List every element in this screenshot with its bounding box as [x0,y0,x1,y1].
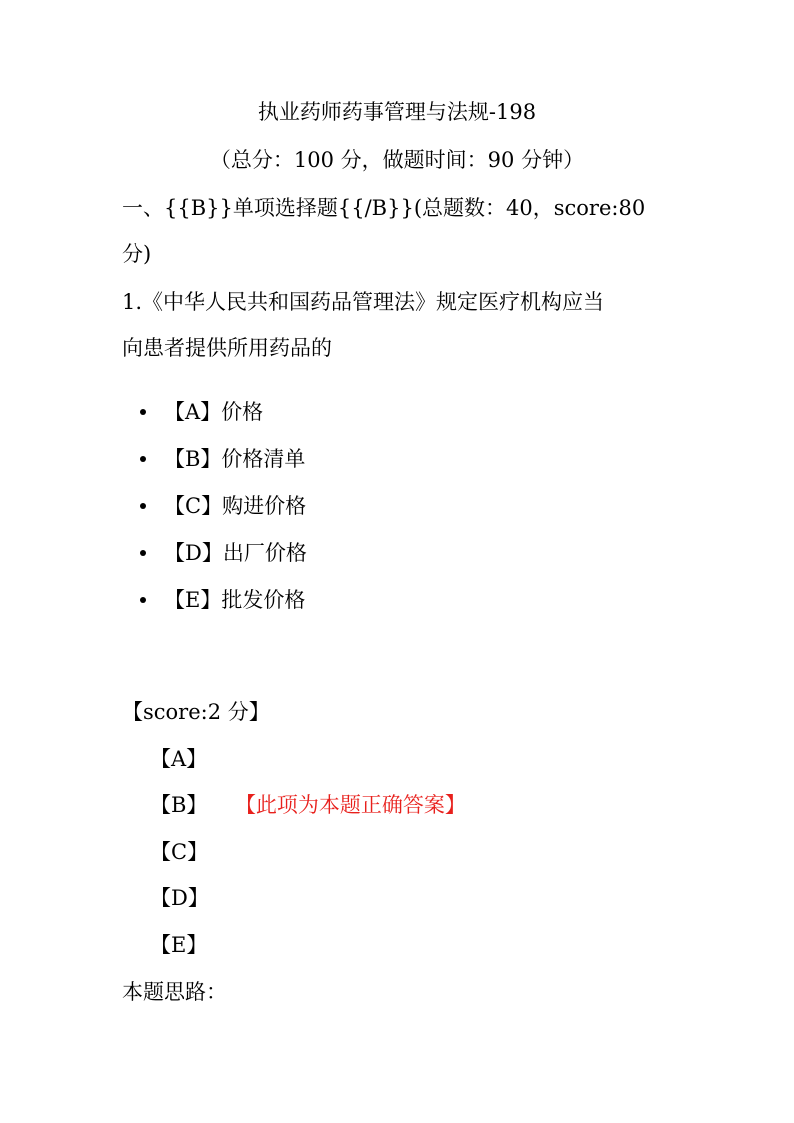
option-label: 【D】出厂价格 [164,541,307,565]
section-heading-line1: 一、{{B}}单项选择题{{/B}}(总题数：40，score:80 [122,196,646,220]
correct-answer-note: 【此项为本题正确答案】 [245,793,466,817]
option-e [140,585,305,615]
exam-subtitle: （总分：100 分，做题时间：90 分钟） [209,148,585,172]
option-label: 【E】批发价格 [164,588,306,612]
answer-e: 【E】 [150,933,208,957]
bullet-icon [140,597,146,603]
bullet-icon [140,550,146,556]
option-label: 【B】价格清单 [164,447,306,471]
section-heading-line2: 分) [122,242,152,266]
score-label: 【score:2 分】 [122,700,270,724]
exam-title: 执业药师药事管理与法规-198 [257,100,537,124]
bullet-icon [140,409,146,415]
answer-label: 【B】 [150,793,208,817]
option-label: 【C】购进价格 [164,494,307,518]
option-label: 【A】价格 [164,400,264,424]
option-b [140,444,305,474]
analysis-label: 本题思路： [122,980,227,1004]
answer-a: 【A】 [150,747,208,771]
option-a [140,397,263,427]
bullet-icon [140,456,146,462]
answer-c: 【C】 [150,840,209,864]
option-c [140,491,306,521]
bullet-icon [140,503,146,509]
question-text-line1: 1.《中华人民共和国药品管理法》规定医疗机构应当 [122,290,605,314]
option-d [140,538,307,568]
answer-d: 【D】 [150,886,209,910]
answer-b [150,790,466,820]
question-text-line2: 向患者提供所用药品的 [122,336,332,360]
